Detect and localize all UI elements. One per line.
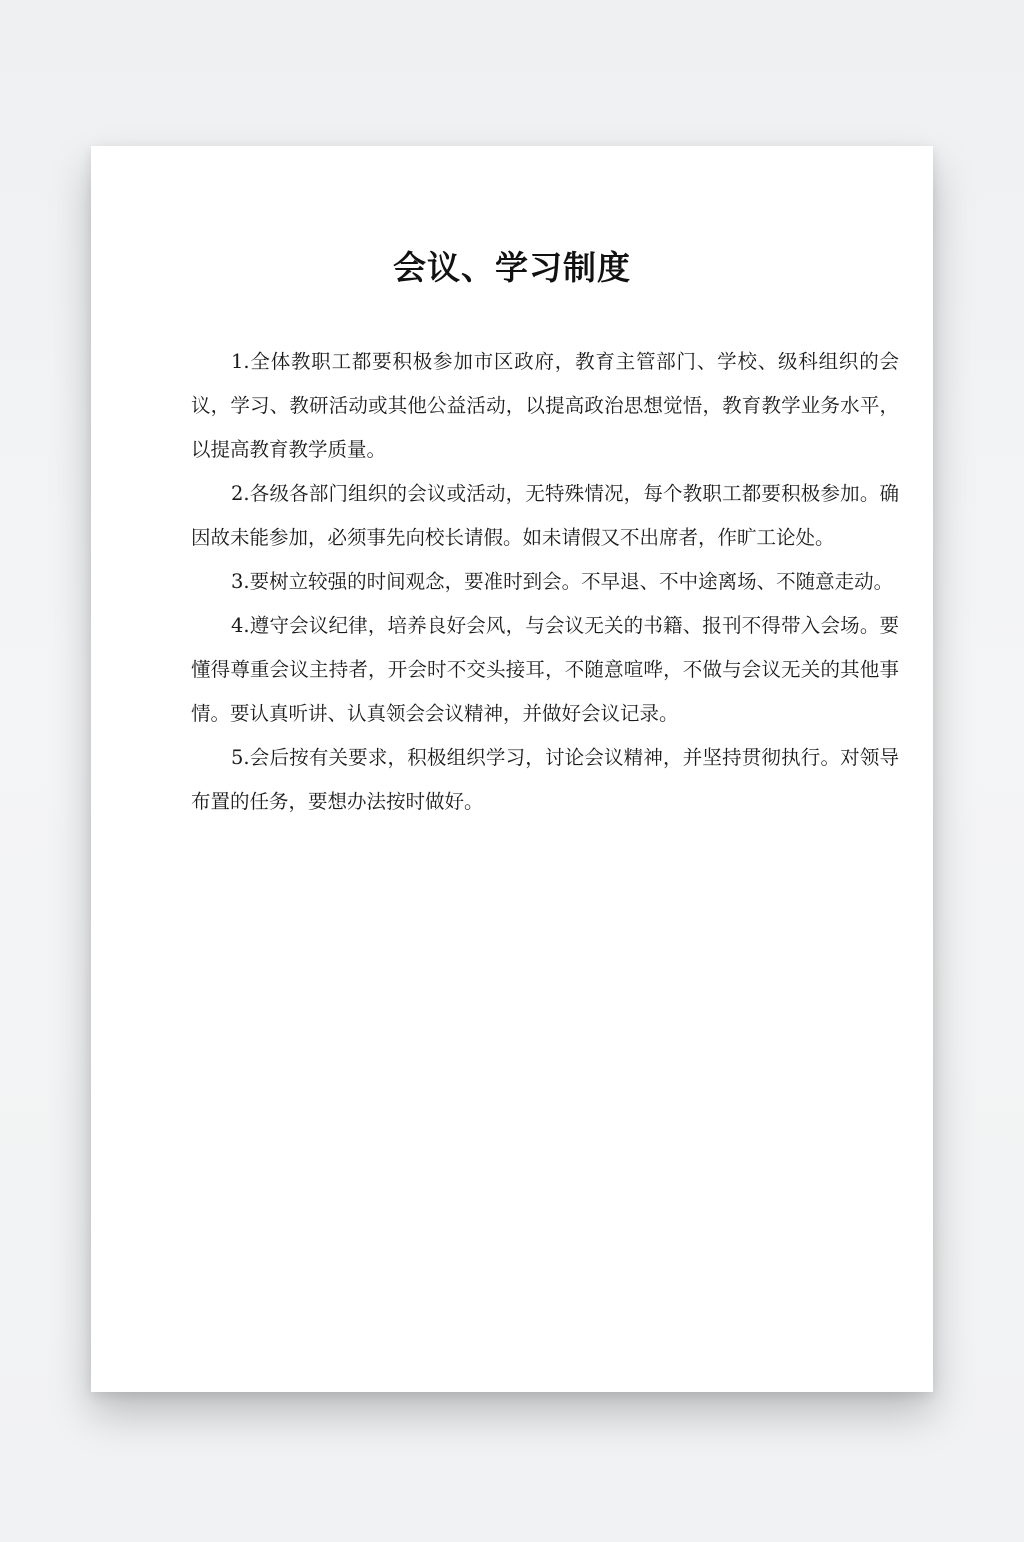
document-page	[91, 146, 933, 1392]
paragraph-2: 2.各级各部门组织的会议或活动，无特殊情况，每个教职工都要积极参加。确因故未能参加，必须事先向校长请假。如未请假又不出席者，作旷工论处。	[191, 482, 899, 549]
paragraph-4: 4.遵守会议纪律，培养良好会风，与会议无关的书籍、报刊不得带入会场。要懂得尊重会议主持者，开会时不交头接耳，不随意喧哗，不做与会议无关的其他事情。要认真听讲、认真领会会议精神，并做好会议记录。	[191, 614, 899, 725]
paragraph-1: 1.全体教职工都要积极参加市区政府，教育主管部门、学校、级科组织的会议，学习、教研活动或其他公益活动，以提高政治思想觉悟，教育教学业务水平，以提高教育教学质量。	[191, 350, 899, 461]
paragraph-5: 5.会后按有关要求，积极组织学习，讨论会议精神，并坚持贯彻执行。对领导布置的任务，要想办法按时做好。	[191, 746, 899, 813]
paragraph-3: 3.要树立较强的时间观念，要准时到会。不早退、不中途离场、不随意走动。	[231, 570, 894, 593]
document-body	[191, 340, 899, 824]
document-title: 会议、学习制度	[393, 248, 631, 287]
